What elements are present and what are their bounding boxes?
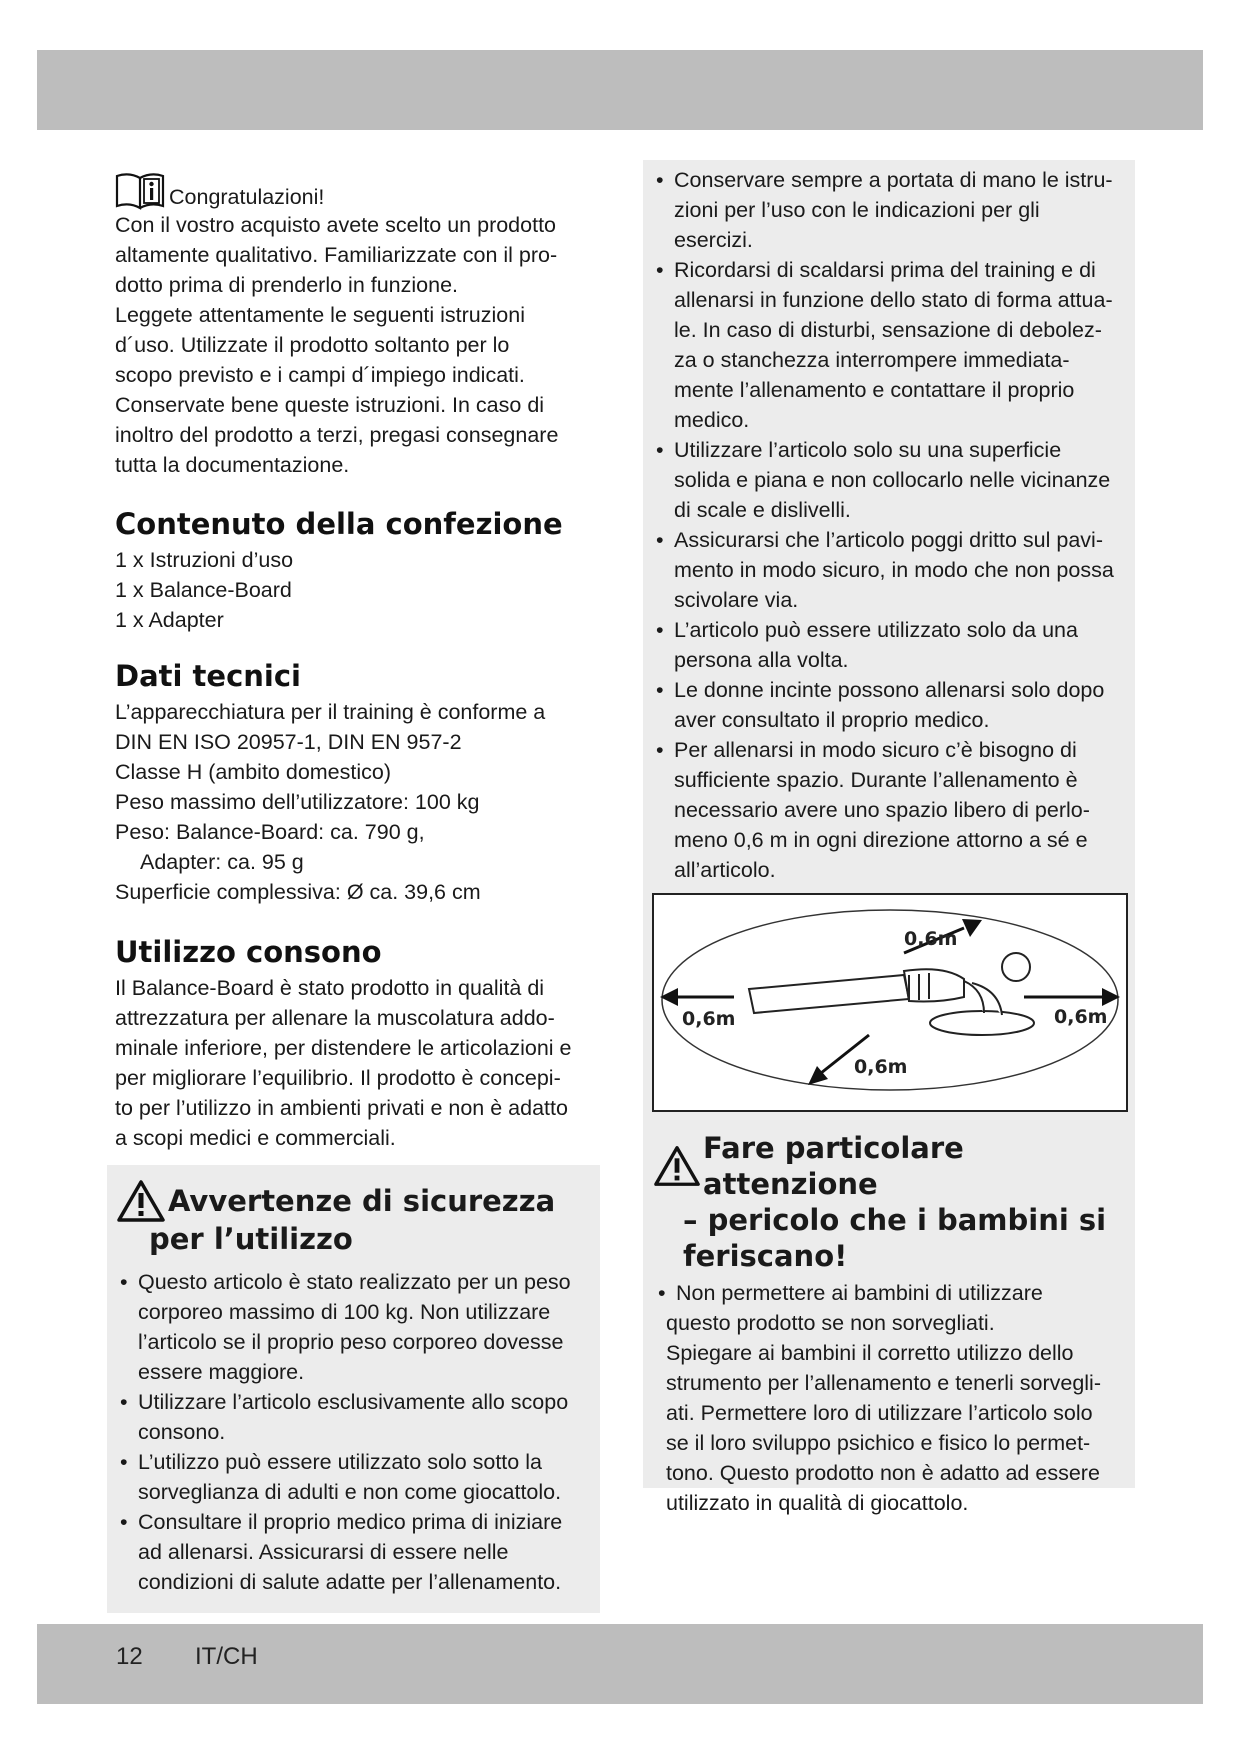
safety-box — [107, 1165, 600, 1613]
person-illustration — [749, 953, 1034, 1035]
right-safety-section — [654, 165, 1129, 885]
children-title-line3: feriscano! — [683, 1239, 848, 1273]
text-line: • L’utilizzo può essere utilizzato solo sotto la — [138, 1450, 542, 1474]
text-line: • Questo articolo è stato realizzato per un peso — [138, 1270, 571, 1294]
arrow-up-right-icon — [962, 919, 982, 937]
text-line: • Utilizzare l’articolo esclusivamente allo scopo — [138, 1390, 569, 1414]
text-line: • Utilizzare l’articolo solo su una superficie — [674, 438, 1062, 462]
use-text — [115, 973, 605, 1153]
header-band — [37, 50, 1203, 130]
text-line: corporeo massimo di 100 kg. Non utilizzare — [138, 1300, 551, 1324]
figure-label-top: 0,6m — [904, 928, 958, 950]
bullet-item — [656, 1278, 1126, 1338]
contents-list — [115, 545, 605, 635]
text-line: DIN EN ISO 20957-1, DIN EN 957-2 — [115, 730, 462, 754]
text-line: dotto prima di prenderlo in funzione. — [115, 273, 459, 297]
text-line: ad allenarsi. Assicurarsi di essere nelle — [138, 1540, 509, 1564]
text-line: inoltro del prodotto a terzi, pregasi consegnare — [115, 423, 559, 447]
text-line: necessario avere uno spazio libero di perlo- — [674, 798, 1090, 822]
text-line: • Consultare il proprio medico prima di iniziare — [138, 1510, 563, 1534]
text-line: di scale e dislivelli. — [674, 498, 851, 522]
right-safety-list — [654, 165, 1129, 885]
text-line: per migliorare l’equilibrio. Il prodotto è concepi- — [115, 1066, 561, 1090]
text-line: • L’articolo può essere utilizzato solo da una — [674, 618, 1078, 642]
text-line: solida e piana e non collocarlo nelle vicinanze — [674, 468, 1111, 492]
text-line: 1 x Adapter — [115, 608, 224, 632]
text-line: Conservate bene queste istruzioni. In caso di — [115, 393, 545, 417]
text-line: essere maggiore. — [138, 1360, 305, 1384]
text-line: 1 x Istruzioni d’uso — [115, 548, 294, 572]
text-line: mente l’allenamento e contattare il proprio — [674, 378, 1075, 402]
bullet-item — [118, 1507, 593, 1597]
intro-heading: Congratulazioni! — [169, 185, 325, 209]
text-line: esercizi. — [674, 228, 753, 252]
text-line: l’articolo se il proprio peso corporeo dovesse — [138, 1330, 564, 1354]
bullet-item — [118, 1267, 593, 1387]
intro-section — [115, 168, 605, 480]
text-line: Classe H (ambito domestico) — [115, 760, 392, 784]
text-line: le. In caso di disturbi, sensazione di debolez- — [674, 318, 1102, 342]
text-line: meno 0,6 m in ogni direzione attorno a sé e — [674, 828, 1088, 852]
text-line: Superficie complessiva: Ø ca. 39,6 cm — [115, 880, 481, 904]
children-section — [653, 1130, 1131, 1514]
bullet-item — [654, 165, 1129, 255]
text-line: a scopi medici e commerciali. — [115, 1126, 396, 1150]
tech-text — [115, 697, 605, 907]
bullet-item — [654, 255, 1129, 435]
language-code: IT/CH — [195, 1643, 258, 1670]
text-line: scivolare via. — [674, 588, 799, 612]
text-line: medico. — [674, 408, 750, 432]
figure-label-bottom: 0,6m — [854, 1056, 908, 1078]
text-line: minale inferiore, per distendere le articolazioni e — [115, 1036, 572, 1060]
text-line: • Ricordarsi di scaldarsi prima del training e di — [674, 258, 1096, 282]
text-line: • Assicurarsi che l’articolo poggi dritto sul pavi- — [674, 528, 1103, 552]
text-line: zioni per l’uso con le indicazioni per gli — [674, 198, 1040, 222]
text-line: sorveglianza di adulti e non come giocattolo. — [138, 1480, 562, 1504]
text-line: aver consultato il proprio medico. — [674, 708, 990, 732]
text-line: L’apparecchiatura per il training è conforme a — [115, 700, 546, 724]
children-title-line1: Fare particolare attenzione — [703, 1131, 964, 1201]
text-line: utilizzato in qualità di giocattolo. — [666, 1491, 969, 1515]
text-line: Il Balance-Board è stato prodotto in qualità di — [115, 976, 545, 1000]
text-line: condizioni di salute adatte per l’allenamento. — [138, 1570, 562, 1594]
text-line: consono. — [138, 1420, 226, 1444]
text-line: allenarsi in funzione dello stato di forma attua- — [674, 288, 1113, 312]
children-bullet — [656, 1278, 1126, 1338]
tech-title: Dati tecnici — [115, 659, 301, 693]
text-line: persona alla volta. — [674, 648, 849, 672]
text-line: d´uso. Utilizzate il prodotto soltanto per lo — [115, 333, 510, 357]
use-title: Utilizzo consono — [115, 935, 382, 969]
text-line: all’articolo. — [674, 858, 776, 882]
text-line: tono. Questo prodotto non è adatto ad essere — [666, 1461, 1100, 1485]
text-line: Peso: Balance-Board: ca. 790 g, — [115, 820, 425, 844]
text-line: za o stanchezza interrompere immediata- — [674, 348, 1070, 372]
text-line: questo prodotto se non sorvegliati. — [666, 1311, 995, 1335]
contents-section — [115, 505, 605, 635]
bullet-item — [654, 675, 1129, 735]
text-line: • Conservare sempre a portata di mano le istru- — [674, 168, 1113, 192]
bullet-item — [118, 1387, 593, 1447]
text-line: attrezzatura per allenare la muscolatura addo- — [115, 1006, 555, 1030]
children-text — [656, 1338, 1126, 1518]
safety-title-line2: per l’utilizzo — [149, 1222, 353, 1256]
warning-icon — [116, 1179, 166, 1223]
text-line: Leggete attentamente le seguenti istruzioni — [115, 303, 525, 327]
tech-section — [115, 657, 605, 907]
safety-list — [118, 1267, 593, 1597]
text-line: mento in modo sicuro, in modo che non possa — [674, 558, 1114, 582]
text-line: • Per allenarsi in modo sicuro c’è bisogno di — [674, 738, 1077, 762]
warning-icon — [653, 1144, 701, 1188]
info-book-icon — [115, 170, 167, 210]
page-number: 12 — [116, 1643, 143, 1670]
figure-label-right: 0,6m — [1054, 1006, 1108, 1028]
text-line: sufficiente spazio. Durante l’allenamento è — [674, 768, 1078, 792]
text-line: altamente qualitativo. Familiarizzate con il pro- — [115, 243, 558, 267]
text-line: • Non permettere ai bambini di utilizzare — [676, 1281, 1043, 1305]
bullet-item — [118, 1447, 593, 1507]
text-line: ati. Permettere loro di utilizzare l’articolo solo — [666, 1401, 1093, 1425]
text-line: 1 x Balance-Board — [115, 578, 292, 602]
text-line: to per l’utilizzo in ambienti privati e non è adatto — [115, 1096, 568, 1120]
text-line: se il loro sviluppo psichico e fisico lo permet- — [666, 1431, 1091, 1455]
safety-title-line1: Avvertenze di sicurezza — [168, 1184, 556, 1218]
text-line: tutta la documentazione. — [115, 453, 350, 477]
bullet-item — [654, 735, 1129, 885]
figure-label-left: 0,6m — [682, 1008, 736, 1030]
bullet-item — [654, 615, 1129, 675]
text-line: • Le donne incinte possono allenarsi solo dopo — [674, 678, 1105, 702]
text-line: Adapter: ca. 95 g — [140, 850, 304, 874]
space-figure — [652, 893, 1128, 1112]
text-line: Con il vostro acquisto avete scelto un prodotto — [115, 213, 557, 237]
text-line: Peso massimo dell’utilizzatore: 100 kg — [115, 790, 480, 814]
text-line: strumento per l’allenamento e tenerli sorvegli- — [666, 1371, 1101, 1395]
intro-text — [115, 210, 605, 480]
children-title-line2: – pericolo che i bambini si — [683, 1203, 1107, 1237]
bullet-item — [654, 435, 1129, 525]
use-section — [115, 933, 605, 1153]
bullet-item — [654, 525, 1129, 615]
contents-title: Contenuto della confezione — [115, 507, 563, 541]
text-line: Spiegare ai bambini il corretto utilizzo dello — [666, 1341, 1074, 1365]
text-line: scopo previsto e i campi d´impiego indicati. — [115, 363, 525, 387]
